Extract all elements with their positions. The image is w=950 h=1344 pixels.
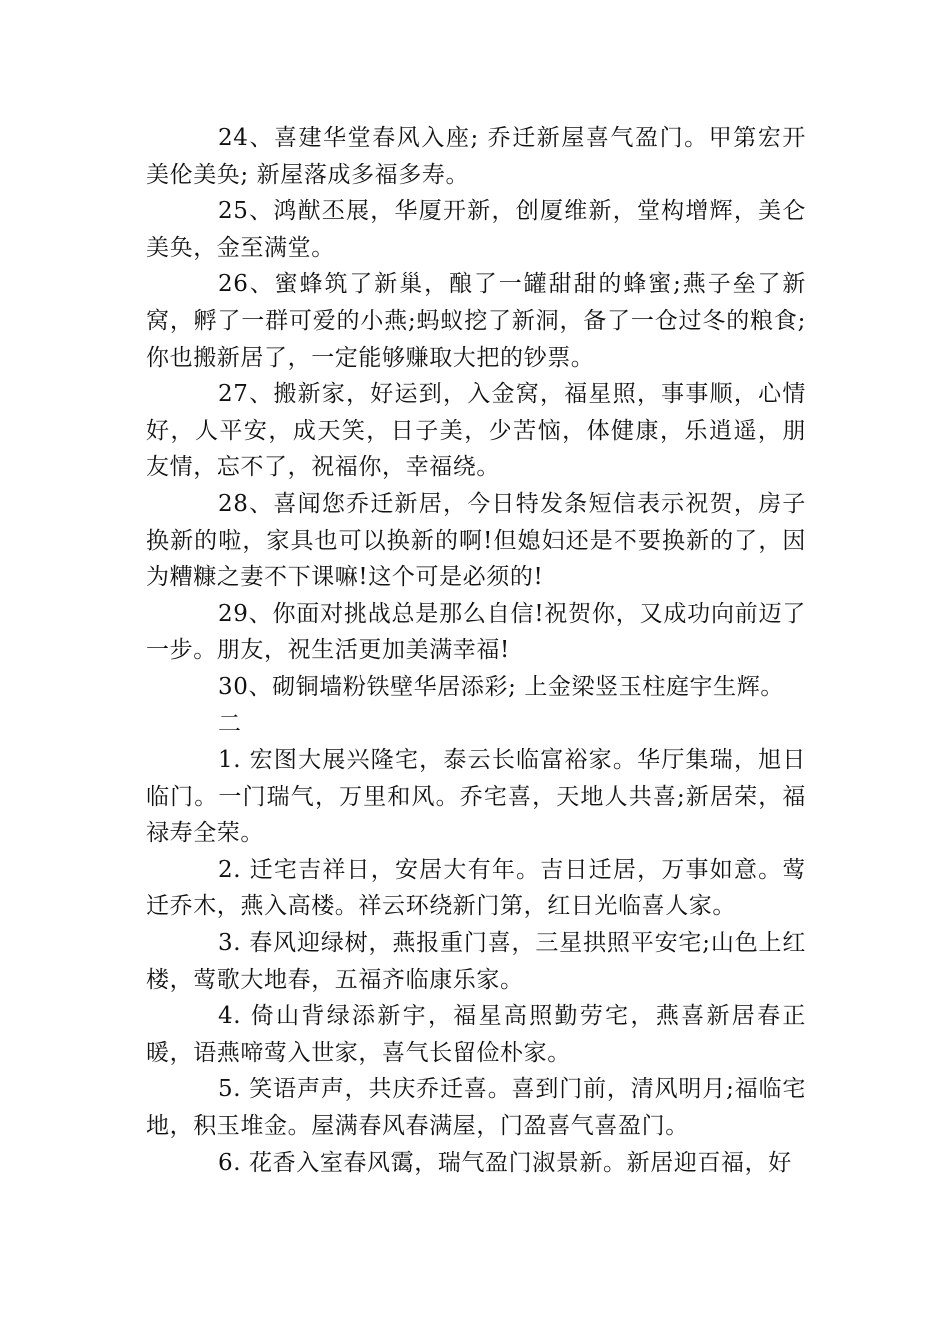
paragraph-2: 2. 迁宅吉祥日，安居大有年。吉日迁居，万事如意。莺迁乔木，燕入高楼。祥云环绕新门第，红日光临喜人家。 [146, 856, 806, 920]
paragraph-5: 5. 笑语声声，共庆乔迁喜。喜到门前，清风明月;福临宅地，积玉堆金。屋满春风春满屋，门盈喜气喜盈门。 [146, 1076, 806, 1140]
paragraph-29: 29、你面对挑战总是那么自信!祝贺你，又成功向前迈了一步。朋友，祝生活更加美满幸福! [146, 600, 806, 664]
paragraph-6: 6. 花香入室春风霭，瑞气盈门淑景新。新居迎百福，好 [218, 1149, 792, 1176]
paragraph-4: 4. 倚山背绿添新宇，福星高照勤劳宅，燕喜新居春正暖，语燕啼莺入世家，喜气长留俭朴家。 [146, 1003, 806, 1066]
paragraph-3: 3. 春风迎绿树，燕报重门喜，三星拱照平安宅;山色上红楼，莺歌大地春，五福齐临康乐家。 [146, 930, 806, 993]
section-heading-two: 二 [218, 710, 242, 737]
paragraph-24: 24、喜建华堂春风入座; 乔迁新屋喜气盈门。甲第宏开美伦美奂; 新屋落成多福多寿。 [146, 125, 806, 188]
paragraph-25: 25、鸿猷丕展，华厦开新，创厦维新，堂构增辉，美仑美奂，金至满堂。 [146, 198, 806, 261]
paragraph-27: 27、搬新家，好运到，入金窝，福星照，事事顺，心情好，人平安，成天笑，日子美，少苦恼，体健康，乐逍遥，朋友情，忘不了，祝福你，幸福绕。 [146, 381, 806, 481]
paragraph-26: 26、蜜蜂筑了新巢，酿了一罐甜甜的蜂蜜;燕子垒了新窝，孵了一群可爱的小燕;蚂蚁挖了新洞，备了一仓过冬的粮食;你也搬新居了，一定能够赚取大把的钞票。 [146, 271, 806, 371]
paragraph-28: 28、喜闻您乔迁新居，今日特发条短信表示祝贺，房子换新的啦，家具也可以换新的啊!但媳妇还是不要换新的了，因为糟糠之妻不下课嘛!这个可是必须的! [146, 490, 806, 591]
document-body [146, 120, 806, 1181]
paragraph-1: 1. 宏图大展兴隆宅，泰云长临富裕家。华厅集瑞，旭日临门。一门瑞气，万里和风。乔宅喜，天地人共喜;新居荣，福禄寿全荣。 [146, 747, 806, 847]
paragraph-30: 30、砌铜墙粉铁壁华居添彩; 上金梁竖玉柱庭宇生辉。 [218, 673, 784, 700]
